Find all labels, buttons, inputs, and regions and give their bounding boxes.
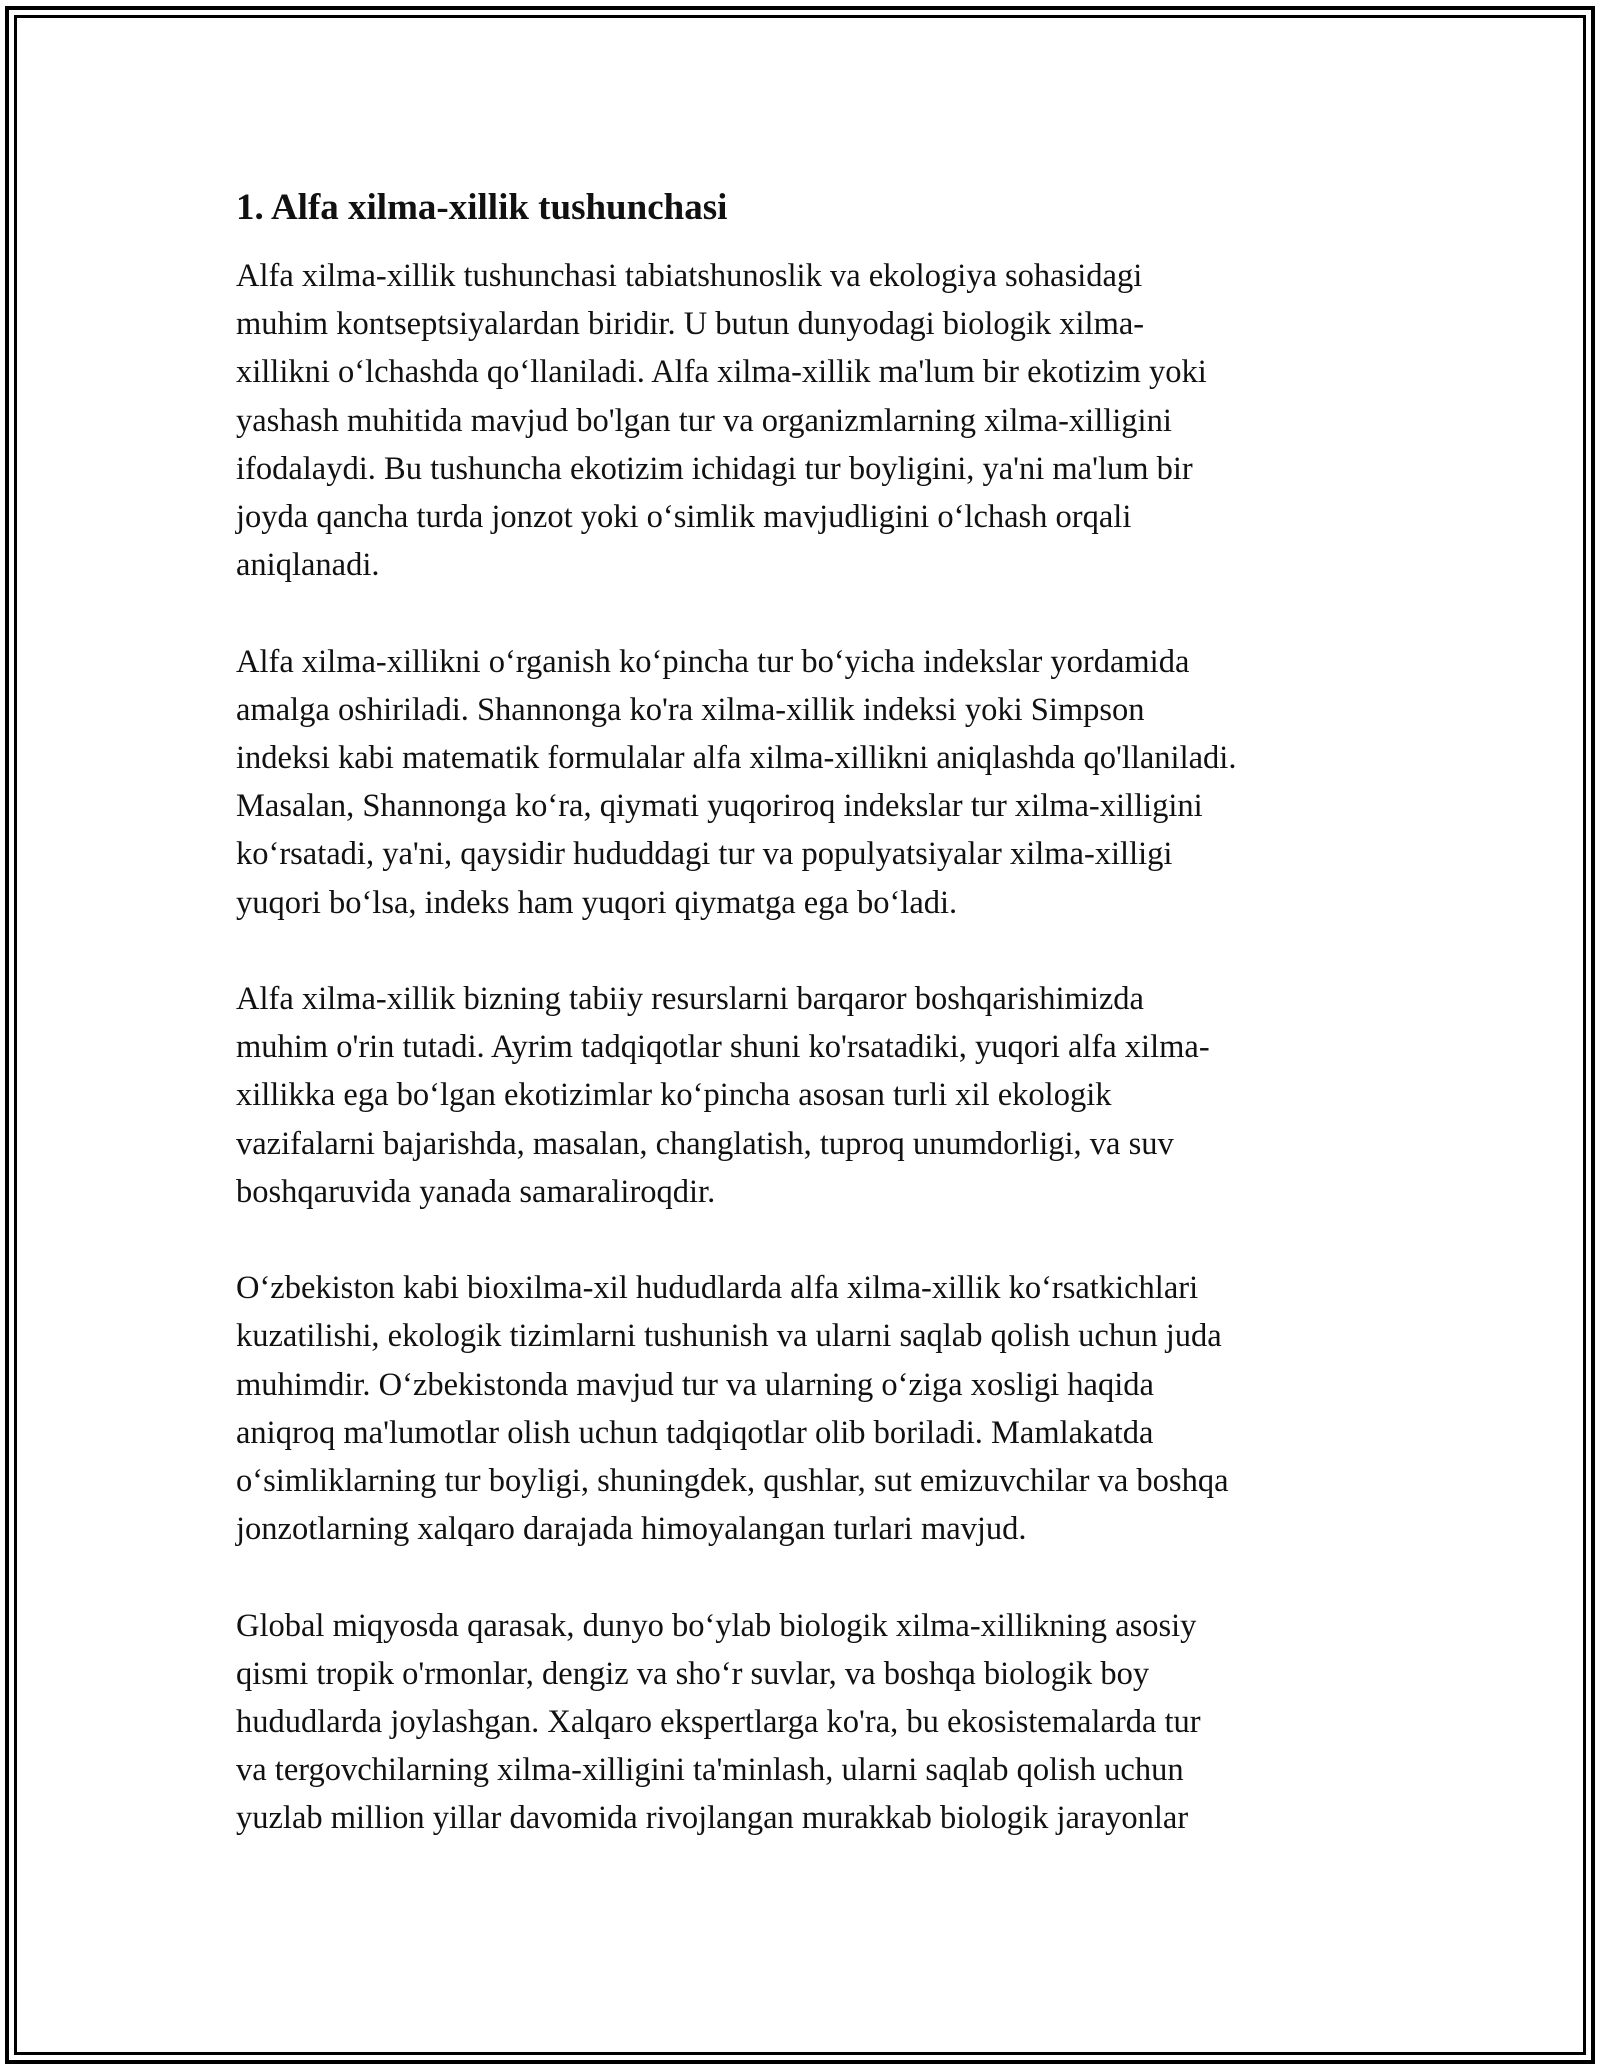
paragraph-line: vazifalarni bajarishda, masalan, changlatish, tuproq unumdorligi, va suv [236, 1125, 1174, 1162]
paragraph-line: muhim o'rin tutadi. Ayrim tadqiqotlar shuni ko'rsatadiki, yuqori alfa xilma- [236, 1029, 1210, 1066]
document-body [236, 186, 1376, 1843]
paragraph-line: Alfa xilma-xillik tushunchasi tabiatshunoslik va ekologiya sohasidagi [236, 258, 1143, 294]
section-heading: 1. Alfa xilma-xillik tushunchasi [236, 187, 728, 228]
paragraph-line: o‘simliklarning tur boyligi, shuningdek, qushlar, sut emizuvchilar va boshqa [236, 1463, 1229, 1500]
paragraph-line: kuzatilishi, ekologik tizimlarni tushunish va ularni saqlab qolish uchun juda [236, 1318, 1222, 1355]
paragraph-line: boshqaruvida yanada samaraliroqdir. [236, 1173, 716, 1210]
paragraph-line: O‘zbekiston kabi bioxilma-xil hududlarda alfa xilma-xillik ko‘rsatkichlari [236, 1270, 1199, 1307]
paragraph-spacer [236, 927, 1376, 975]
paragraph-line: yuqori bo‘lsa, indeks ham yuqori qiymatga ega bo‘ladi. [236, 884, 958, 921]
paragraph-line: qismi tropik o'rmonlar, dengiz va sho‘r suvlar, va boshqa biologik boy [236, 1655, 1150, 1692]
paragraph-line: xillikni o‘lchashda qo‘llaniladi. Alfa xilma-xillik ma'lum bir ekotizim yoki [236, 354, 1207, 391]
paragraph-line: yashash muhitida mavjud bo'lgan tur va organizmlarning xilma-xilligini [236, 402, 1172, 439]
paragraph-line: aniqlanadi. [236, 547, 380, 584]
paragraph-line: amalga oshiriladi. Shannonga ko'ra xilma-xillik indeksi yoki Simpson [236, 691, 1145, 728]
paragraph-line: jonzotlarning xalqaro darajada himoyalangan turlari mavjud. [236, 1511, 1027, 1548]
paragraph-line: indeksi kabi matematik formulalar alfa xilma-xillikni aniqlashda qo'llaniladi. [236, 740, 1237, 777]
paragraph-2 [236, 638, 1376, 927]
paragraph-line: muhimdir. O‘zbekistonda mavjud tur va ularning o‘ziga xosligi haqida [236, 1366, 1154, 1403]
paragraph-line: muhim kontseptsiyalardan biridir. U butun dunyodagi biologik xilma- [236, 306, 1145, 343]
paragraph-line: Alfa xilma-xillikni o‘rganish ko‘pincha tur bo‘yicha indekslar yordamida [236, 643, 1190, 680]
paragraph-spacer [236, 589, 1376, 637]
paragraph-line: ifodalaydi. Bu tushuncha ekotizim ichidagi tur boyligini, ya'ni ma'lum bir [236, 450, 1193, 487]
paragraph-line: xillikka ega bo‘lgan ekotizimlar ko‘pincha asosan turli xil ekologik [236, 1077, 1112, 1114]
paragraph-line: yuzlab million yillar davomida rivojlangan murakkab biologik jarayonlar [236, 1800, 1189, 1837]
paragraph-spacer [236, 1553, 1376, 1601]
paragraph-3 [236, 975, 1376, 1216]
paragraph-4 [236, 1264, 1376, 1553]
paragraph-line: Global miqyosda qarasak, dunyo bo‘ylab biologik xilma-xillikning asosiy [236, 1607, 1197, 1644]
paragraph-line: va tergovchilarning xilma-xilligini ta'minlash, ularni saqlab qolish uchun [236, 1752, 1184, 1789]
paragraph-1 [236, 252, 1376, 589]
paragraph-line: ko‘rsatadi, ya'ni, qaysidir hududdagi tur va populyatsiyalar xilma-xilligi [236, 836, 1173, 873]
paragraph-spacer [236, 1216, 1376, 1264]
paragraph-line: Masalan, Shannonga ko‘ra, qiymati yuqoriroq indekslar tur xilma-xilligini [236, 788, 1203, 825]
paragraph-line: aniqroq ma'lumotlar olish uchun tadqiqotlar olib boriladi. Mamlakatda [236, 1414, 1154, 1451]
paragraph-line: Alfa xilma-xillik bizning tabiiy resurslarni barqaror boshqarishimizda [236, 981, 1144, 1018]
paragraph-line: joyda qancha turda jonzot yoki o‘simlik mavjudligini o‘lchash orqali [236, 499, 1132, 536]
paragraph-line: hududlarda joylashgan. Xalqaro ekspertlarga ko'ra, bu ekosistemalarda tur [236, 1704, 1201, 1741]
paragraph-5 [236, 1602, 1376, 1843]
